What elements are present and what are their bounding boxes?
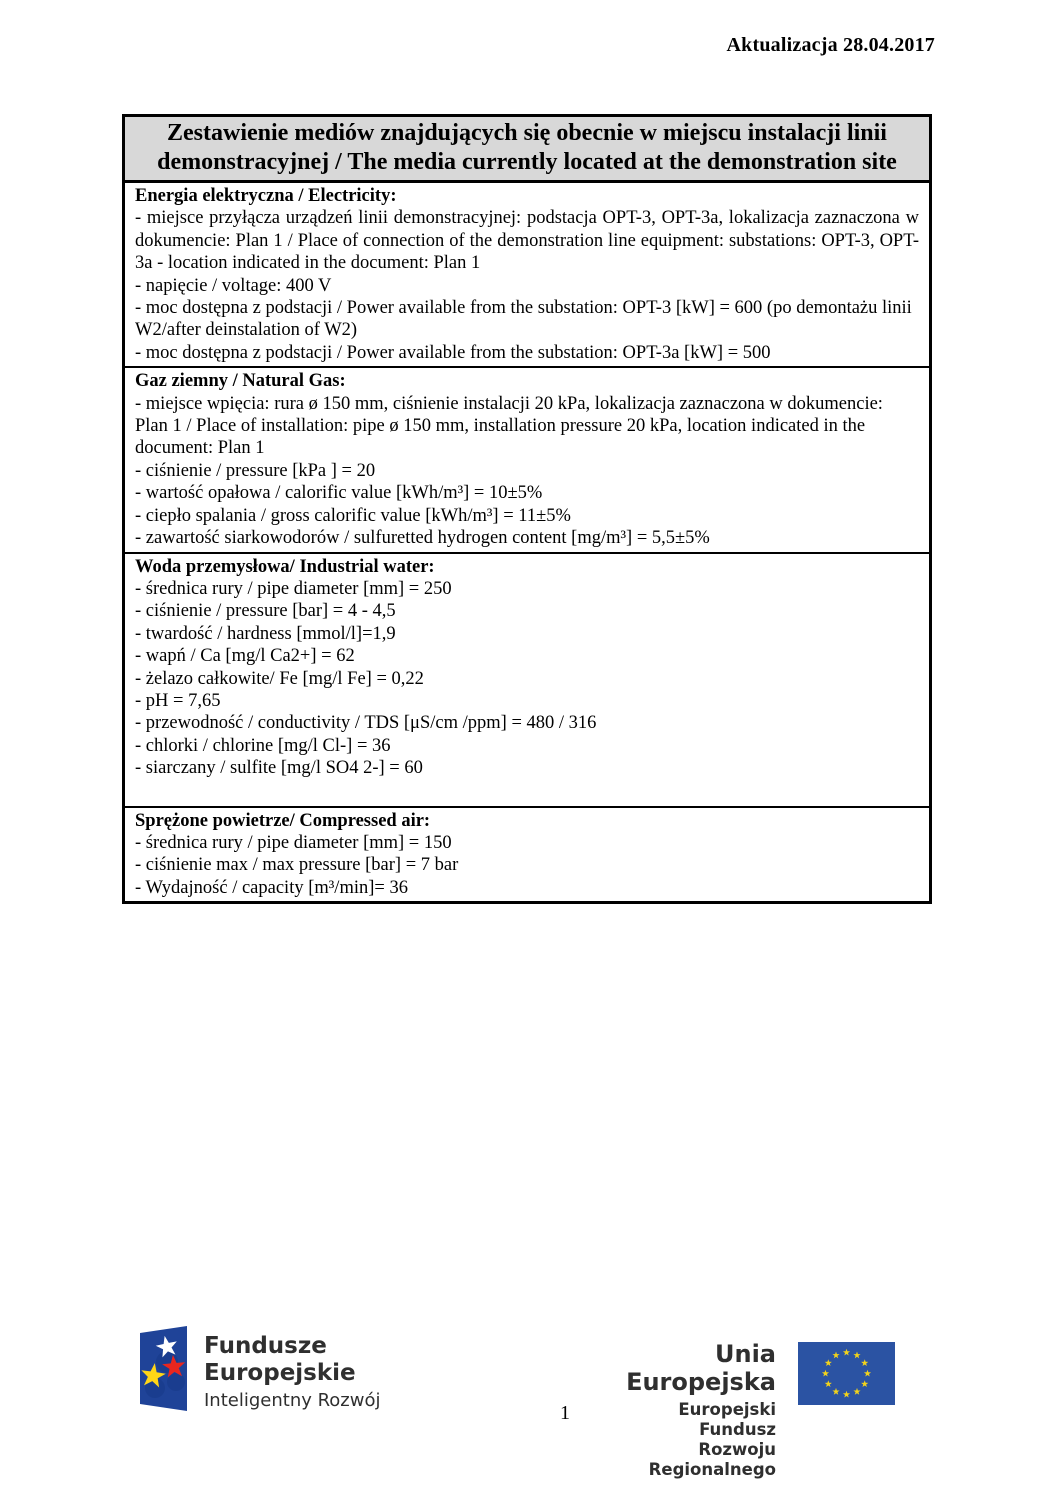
fundusze-europejskie-logo	[140, 1326, 381, 1411]
spec-line: - średnica rury / pipe diameter [mm] = 150	[135, 832, 452, 853]
spec-line: - ciepło spalania / gross calorific value [kWh/m³] = 11±5%	[135, 505, 571, 526]
spec-line: - moc dostępna z podstacji / Power available from the substation: OPT-3 [kW] = 600 (po demontażu linii W2/after deinstalation of W2)	[135, 298, 912, 341]
eu-logo-title: Unia Europejska	[626, 1340, 776, 1396]
spec-line: - miejsce wpięcia: rura ø 150 mm, ciśnienie instalacji 20 kPa, lokalizacja zaznaczona w dokumencie: Plan 1 / Place of installation: pipe ø 150 mm, installation pressure 20 kPa, location indicated in the document: Plan 1	[135, 393, 883, 459]
spec-line: - przewodność / conductivity / TDS [μS/cm /ppm] = 480 / 316	[135, 713, 597, 734]
section-compressed-air	[125, 808, 929, 902]
spec-line: - chlorki / chlorine [mg/l Cl-] = 36	[135, 735, 391, 756]
section-heading: Gaz ziemny / Natural Gas:	[135, 371, 346, 392]
fundusze-europejskie-text	[204, 1333, 381, 1411]
eu-logo-subtitle-line1: Europejski Fundusz	[678, 1400, 776, 1439]
unia-europejska-text	[600, 1340, 776, 1480]
spec-line: - wapń / Ca [mg/l Ca2+] = 62	[135, 646, 355, 667]
eu-logo-subtitle-line2: Rozwoju Regionalnego	[648, 1440, 776, 1479]
spec-line: - moc dostępna z podstacji / Power available from the substation: OPT-3a [kW] = 500	[135, 342, 771, 363]
spec-line: - ciśnienie / pressure [kPa ] = 20	[135, 460, 376, 481]
spec-line: - pH = 7,65	[135, 690, 221, 711]
spec-line: - siarczany / sulfite [mg/l SO4 2-] = 60	[135, 758, 423, 779]
spec-line: - ciśnienie max / max pressure [bar] = 7 bar	[135, 855, 459, 876]
spec-line: - wartość opałowa / calorific value [kWh/m³] = 10±5%	[135, 483, 543, 504]
section-heading: Energia elektryczna / Electricity:	[135, 186, 397, 206]
fe-logo-title-line1: Fundusze	[204, 1333, 327, 1359]
spec-line: - zawartość siarkowodorów / sulfuretted hydrogen content [mg/m³] = 5,5±5%	[135, 528, 710, 549]
unia-europejska-logo	[600, 1337, 895, 1480]
spec-line: - miejsce przyłącza urządzeń linii demonstracyjnej: podstacja OPT-3, OPT-3a, lokalizacja zaznaczona w dokumencie: Plan 1 / Place of connection of the demonstration line equipment: substations: OPT-3, OPT-3a - location indicated in the document: Plan 1	[135, 208, 919, 274]
table-title: Zestawienie mediów znajdujących się obecnie w miejscu instalacji linii demonstracyjnej / The media currently located at the demonstration site	[125, 117, 929, 183]
eu-logo-subtitle	[600, 1400, 776, 1480]
spec-line: - twardość / hardness [mmol/l]=1,9	[135, 623, 396, 644]
media-table	[122, 114, 932, 904]
spec-line: - średnica rury / pipe diameter [mm] = 250	[135, 578, 452, 599]
update-note: Aktualizacja 28.04.2017	[726, 34, 935, 56]
section-natural-gas	[125, 368, 929, 553]
section-heading: Sprężone powietrze/ Compressed air:	[135, 810, 431, 831]
fe-logo-title-line2: Europejskie	[204, 1360, 356, 1386]
spec-line: - żelazo całkowite/ Fe [mg/l Fe] = 0,22	[135, 668, 424, 689]
spec-line: - napięcie / voltage: 400 V	[135, 275, 332, 296]
section-industrial-water	[125, 554, 929, 808]
eu-flag-icon	[798, 1342, 895, 1405]
section-heading: Woda przemysłowa/ Industrial water:	[135, 556, 435, 577]
fe-logo-subtitle: Inteligentny Rozwój	[204, 1390, 381, 1411]
spec-line: - ciśnienie / pressure [bar] = 4 - 4,5	[135, 601, 396, 622]
spec-line: - Wydajność / capacity [m³/min]= 36	[135, 877, 408, 898]
section-electricity	[125, 183, 929, 368]
page-number: 1	[560, 1402, 570, 1424]
fundusze-europejskie-flag-icon	[140, 1326, 187, 1411]
